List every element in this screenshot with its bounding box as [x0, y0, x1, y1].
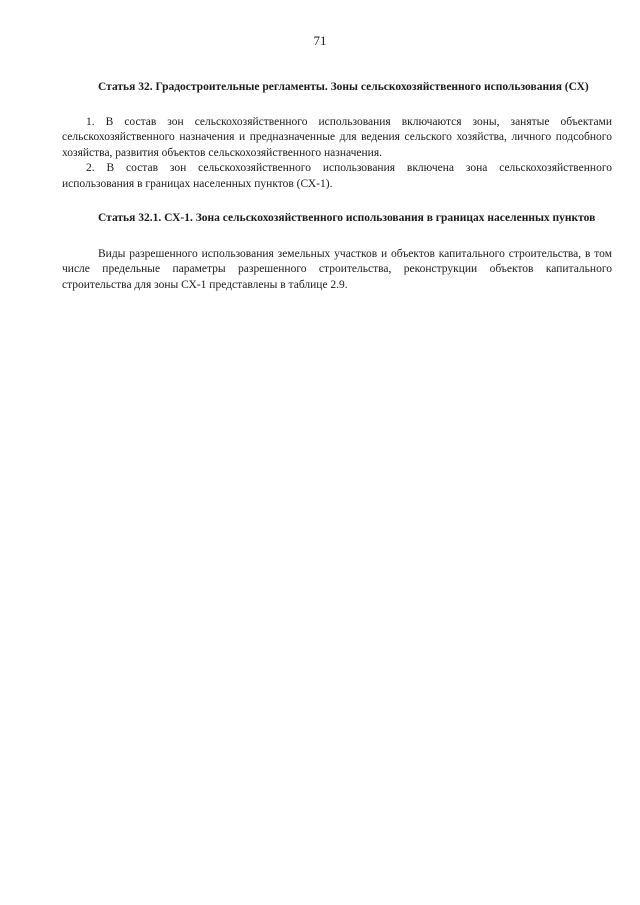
spacer	[62, 192, 612, 211]
spacer	[62, 227, 612, 247]
spacer	[62, 96, 612, 115]
article-32-item-2: 2. В состав зон сельскохозяйственного использования включена зона сельскохозяйственного использования в границах населенных пунктов (СХ-1).	[62, 162, 612, 190]
article-32-1-body: Виды разрешенного использования земельных участков и объектов капитального строительства, в том числе предельные параметры разрешенного строительства, реконструкции объектов капитального строительства для зоны СХ-1 представлены в таблице 2.9.	[62, 247, 612, 291]
page-content	[62, 80, 612, 293]
article-32-item-1: 1. В состав зон сельскохозяйственного использования включаются зоны, занятые объектами сельскохозяйственного назначения и предназначенные для ведения сельского хозяйства, личного подсобного хозяйства, развития объектов сельскохозяйственного назначения.	[62, 115, 612, 159]
page-number: 71	[313, 33, 327, 48]
article-32-heading: Статья 32. Градостроительные регламенты. Зоны сельскохозяйственного использования (СХ)	[98, 81, 589, 93]
article-32-1-heading: Статья 32.1. СХ-1. Зона сельскохозяйственного использования в границах населенных пунктов	[98, 212, 596, 224]
